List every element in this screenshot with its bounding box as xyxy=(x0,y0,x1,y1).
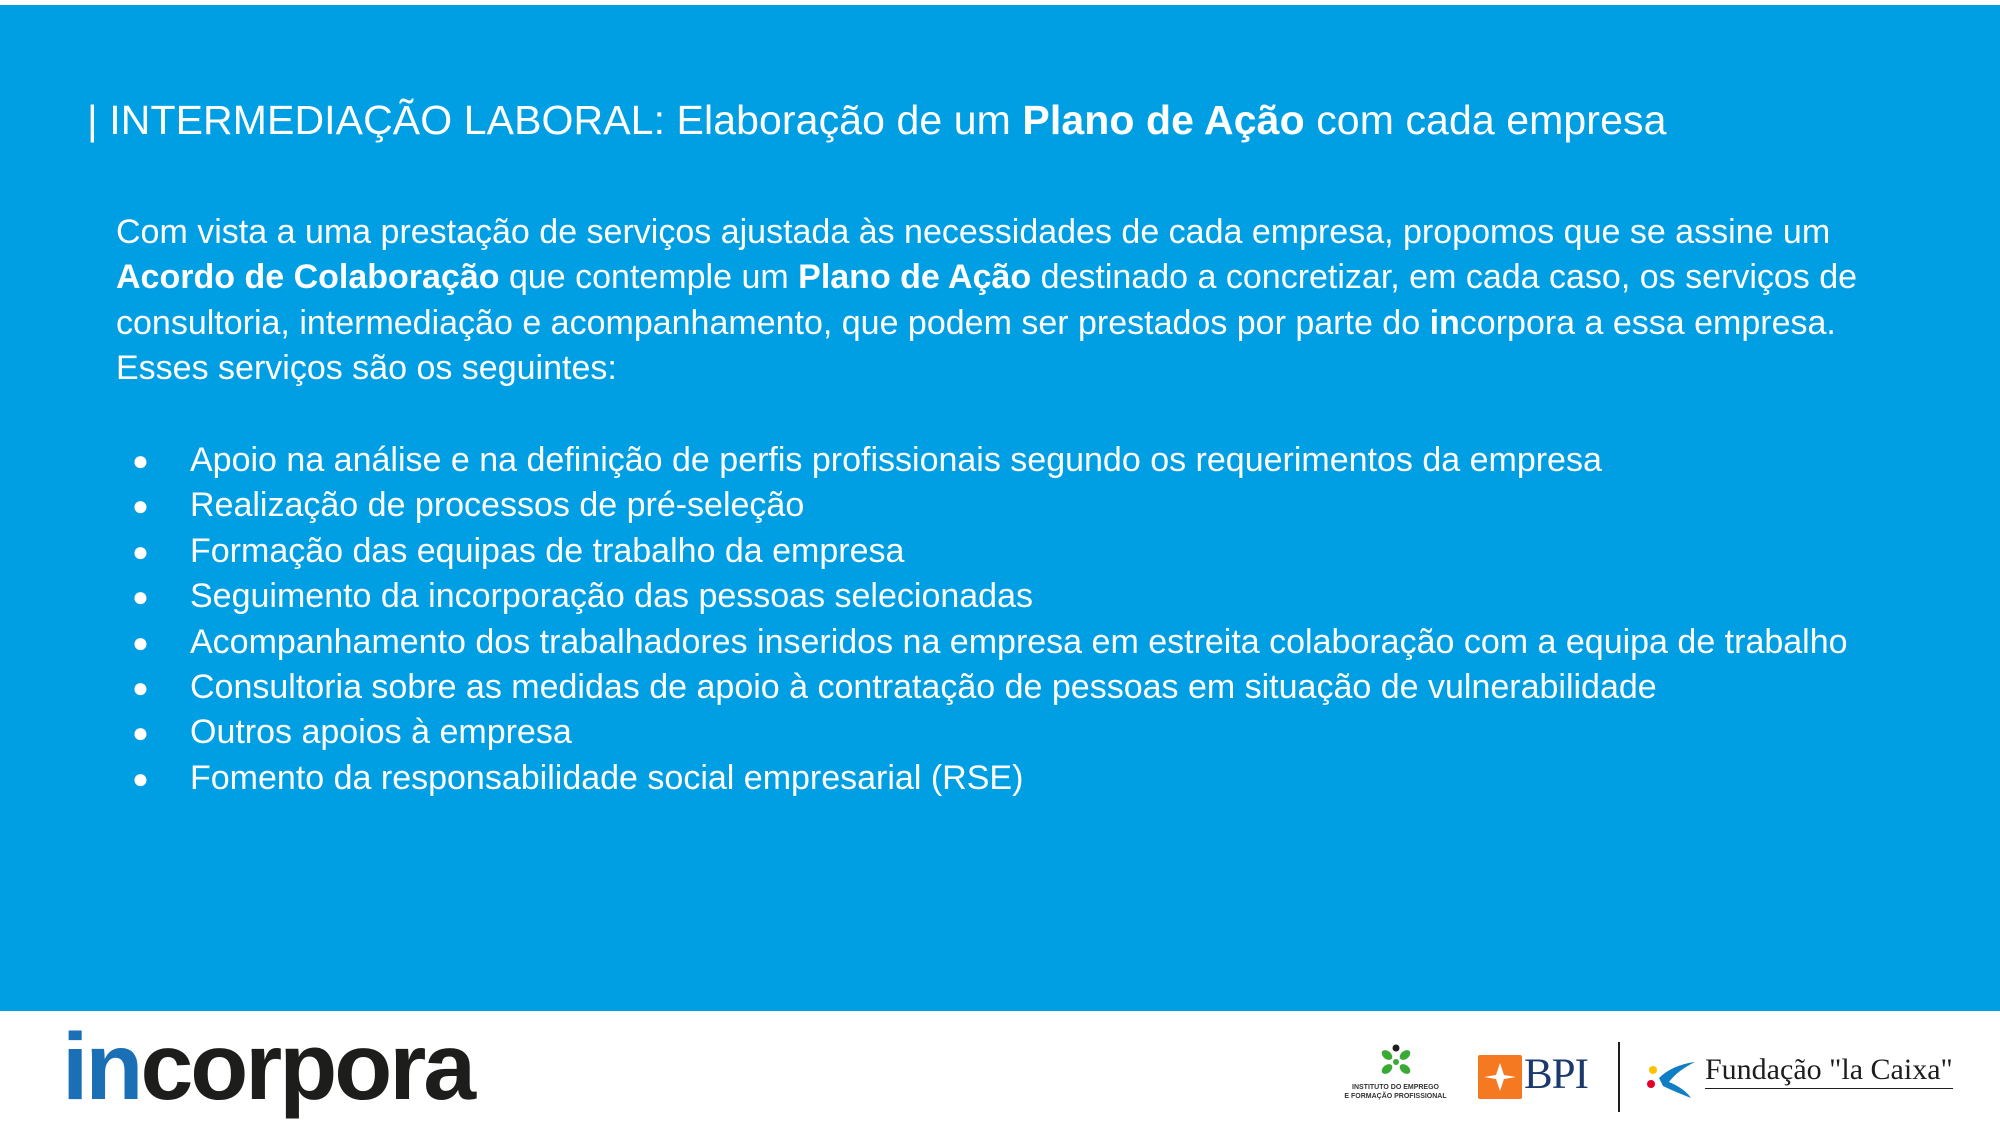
title-suffix: com cada empresa xyxy=(1304,97,1667,143)
service-item xyxy=(116,483,1896,528)
content-panel xyxy=(0,5,2000,1011)
service-item xyxy=(116,756,1896,801)
bullet-icon: ● xyxy=(132,717,149,749)
service-text: Fomento da responsabilidade social empresarial (RSE) xyxy=(190,758,1024,797)
title-prefix: | INTERMEDIAÇÃO LABORAL: Elaboração de um xyxy=(87,97,1023,143)
intro-part-4: corpora a essa empresa. Esses serviços são os seguintes: xyxy=(116,303,1836,388)
bullet-icon: ● xyxy=(132,672,149,704)
brand-rest: corpora xyxy=(140,1014,474,1120)
intro-bold-acordo: Acordo de Colaboração xyxy=(116,258,500,297)
iefp-line-2: E FORMAÇÃO PROFISSIONAL xyxy=(1344,1093,1447,1100)
service-text: Consultoria sobre as medidas de apoio à contratação de pessoas em situação de vulnerabilidade xyxy=(190,668,1657,707)
bpi-mark-icon xyxy=(1478,1055,1522,1099)
iefp-mark-icon xyxy=(1338,1043,1453,1083)
service-item xyxy=(116,574,1896,619)
service-item xyxy=(116,665,1896,710)
bullet-icon: ● xyxy=(132,535,149,567)
slide-title xyxy=(87,97,1666,144)
intro-part-2: que contemple um xyxy=(499,258,799,297)
iefp-caption xyxy=(1338,1083,1453,1101)
service-text: Outros apoios à empresa xyxy=(190,713,572,752)
caixa-wordmark: Fundação "la Caixa" xyxy=(1705,1052,1953,1089)
iefp-logo xyxy=(1338,1043,1453,1109)
logo-divider xyxy=(1618,1042,1620,1112)
service-item xyxy=(116,438,1896,483)
bullet-icon: ● xyxy=(132,490,149,522)
bpi-logo xyxy=(1478,1052,1588,1100)
bpi-wordmark: BPI xyxy=(1524,1051,1588,1098)
fundacao-la-caixa-logo xyxy=(1645,1052,1953,1100)
brand-in: in xyxy=(62,1014,141,1120)
service-text: Seguimento da incorporação das pessoas selecionadas xyxy=(190,577,1033,616)
caixa-star-icon xyxy=(1645,1056,1697,1100)
intro-part-3: destinado a concretizar, em cada caso, os serviços de consultoria, intermediação e acompanhamento, que podem ser prestados por parte do xyxy=(116,258,1858,342)
bullet-icon: ● xyxy=(132,581,149,613)
intro-paragraph xyxy=(116,210,1896,392)
intro-brand-in: in xyxy=(1429,303,1460,342)
services-list xyxy=(116,438,1896,801)
service-text: Apoio na análise e na definição de perfis profissionais segundo os requerimentos da empresa xyxy=(190,441,1602,479)
service-text: Formação das equipas de trabalho da empresa xyxy=(190,531,905,570)
intro-part-1: Com vista a uma prestação de serviços ajustada às necessidades de cada empresa, propomos que se assine um xyxy=(116,213,1831,251)
bullet-icon: ● xyxy=(132,445,149,476)
iefp-line-1: INSTITUTO DO EMPREGO xyxy=(1352,1084,1439,1091)
service-text: Realização de processos de pré-seleção xyxy=(190,486,805,525)
incorpora-logo xyxy=(62,1014,474,1120)
service-item xyxy=(116,620,1896,665)
title-bold: Plano de Ação xyxy=(1022,97,1305,143)
service-item xyxy=(116,529,1896,574)
service-item xyxy=(116,710,1896,755)
bullet-icon: ● xyxy=(132,762,149,794)
service-text: Acompanhamento dos trabalhadores inseridos na empresa em estreita colaboração com a equipa de trabalho xyxy=(190,622,1848,661)
intro-bold-plano: Plano de Ação xyxy=(798,258,1032,297)
bullet-icon: ● xyxy=(132,626,149,658)
